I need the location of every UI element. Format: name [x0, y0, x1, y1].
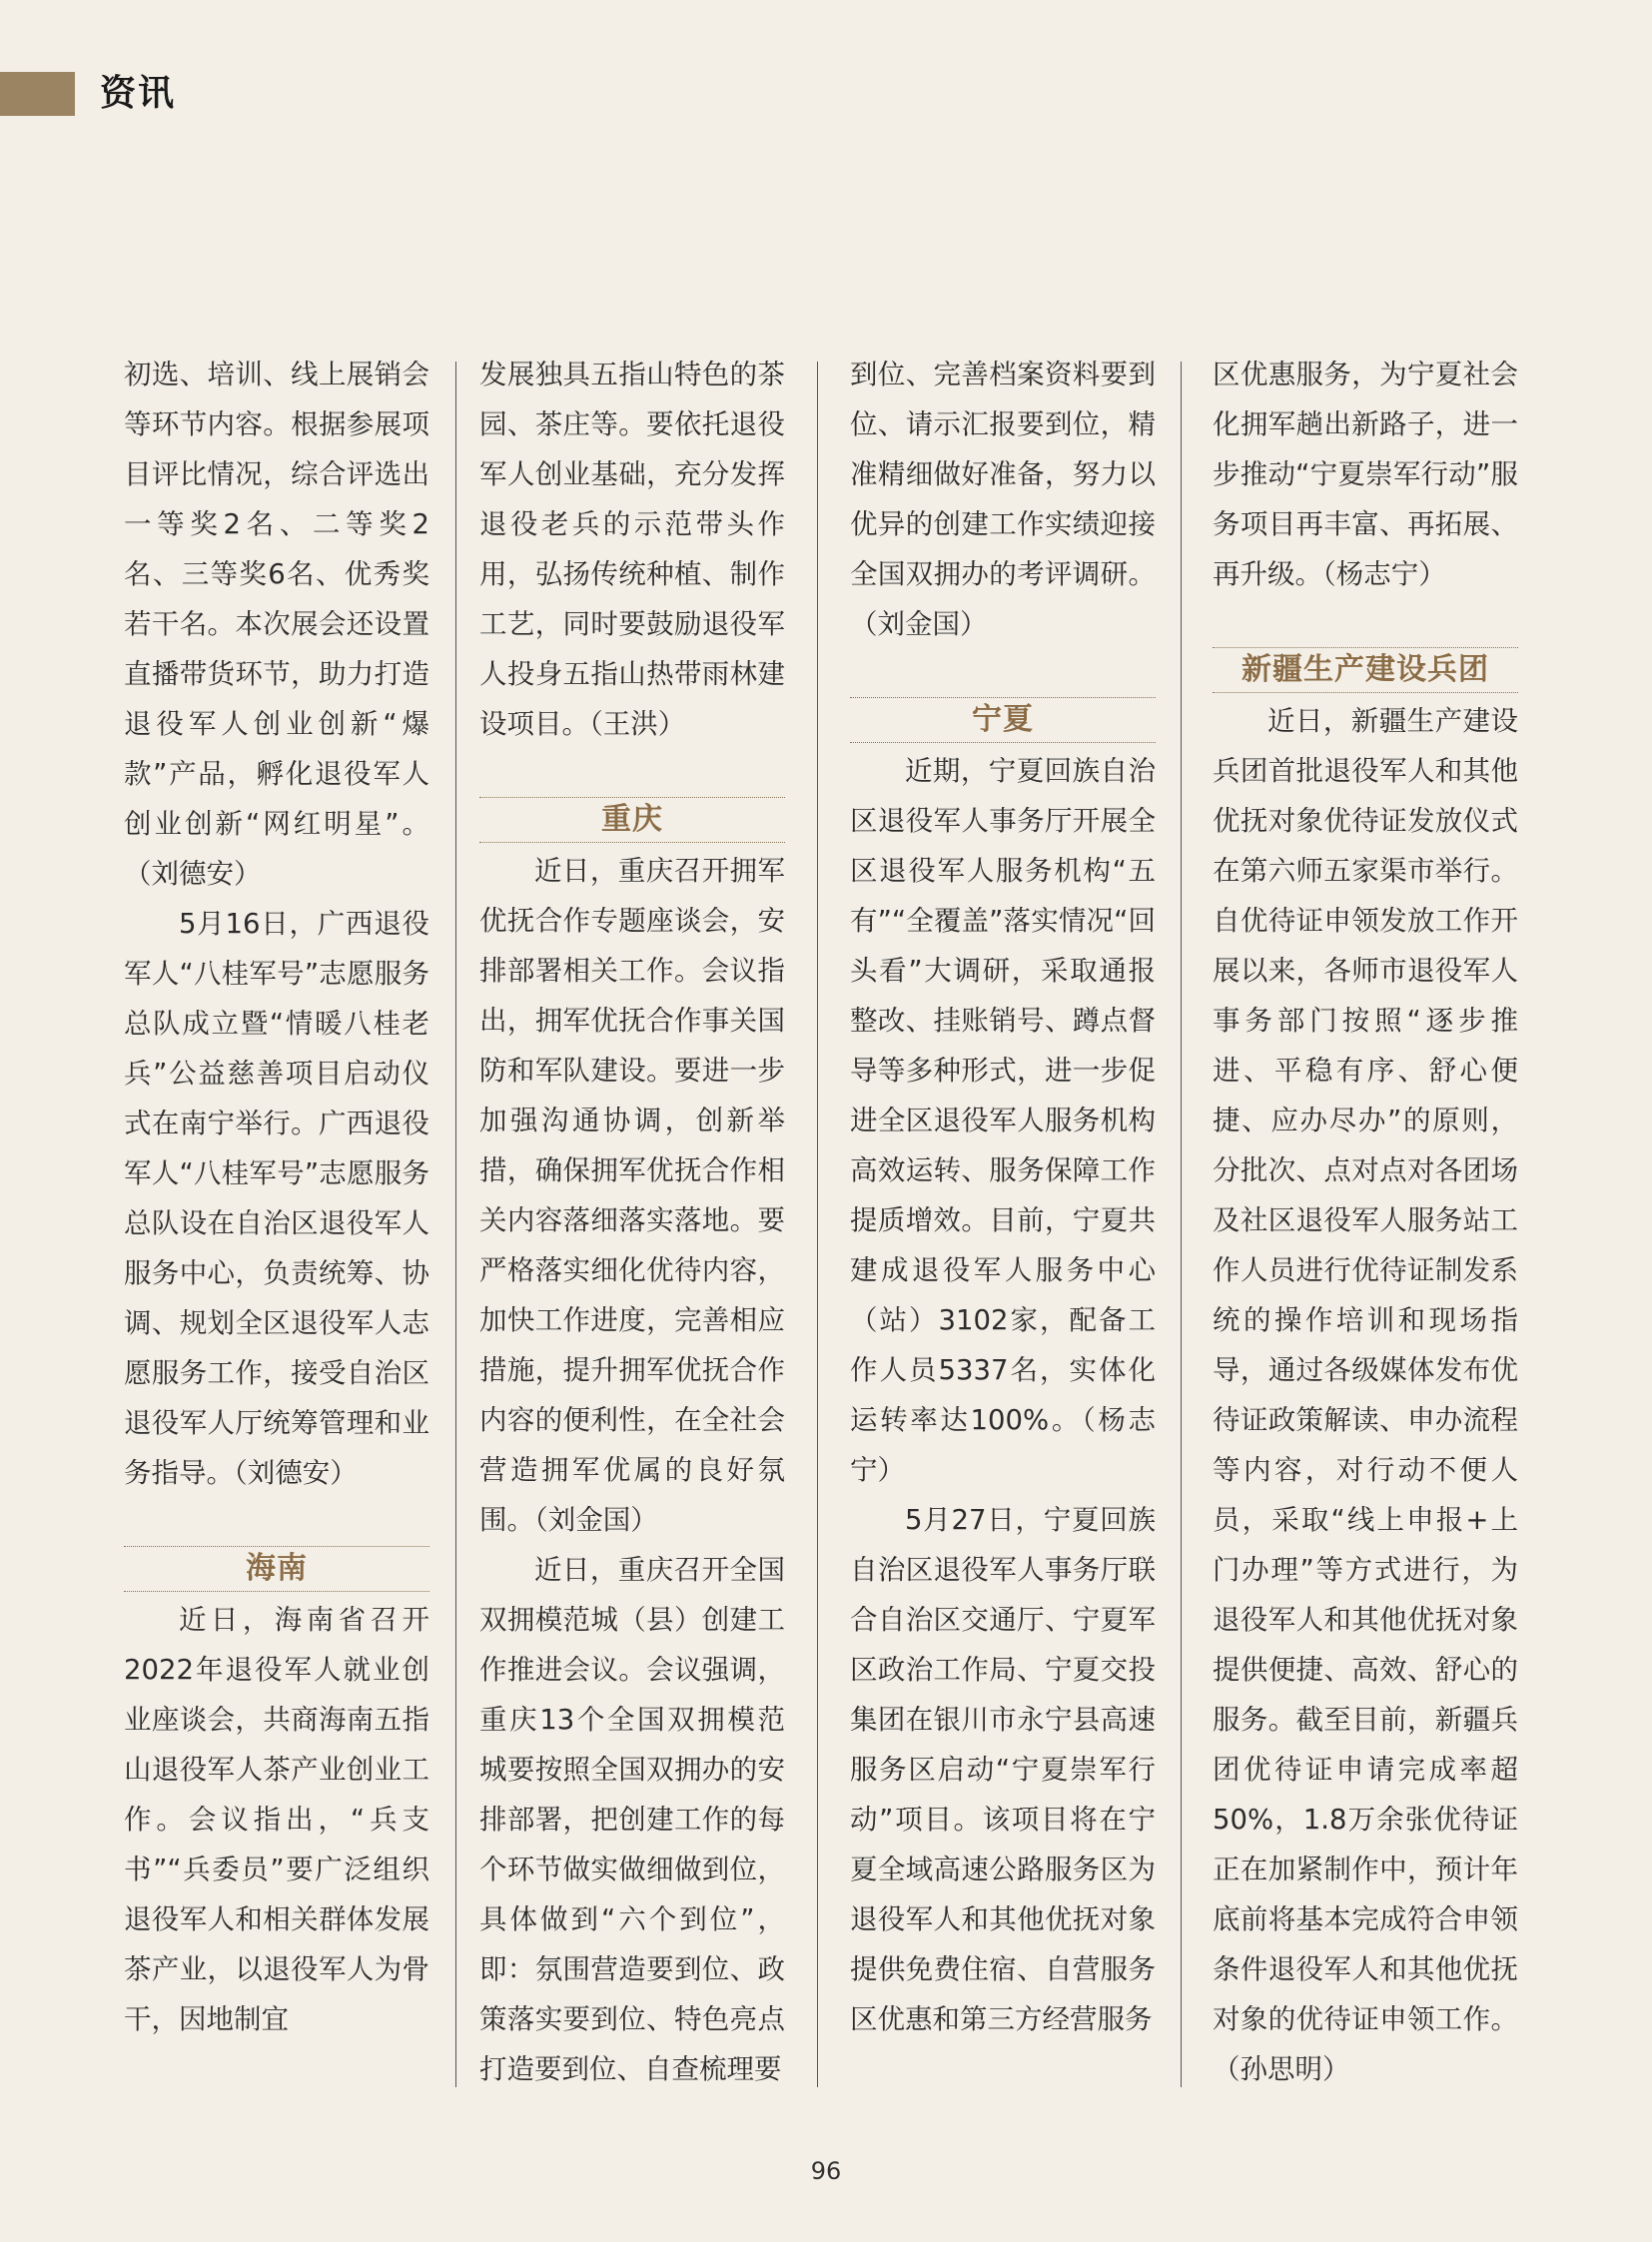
article-column-1	[124, 350, 429, 2044]
article-column-4	[1213, 350, 1518, 2094]
paragraph: 初选、培训、线上展销会等环节内容。根据参展项目评比情况，综合评选出一等奖2名、二等奖2名、三等奖6名、优秀奖若干名。本次展会还设置直播带货环节，助力打造退役军人创业创新“爆款”产品，孵化退役军人创业创新“网红明星”。（刘德安）	[124, 359, 429, 890]
paragraph: 近期，宁夏回族自治区退役军人事务厅开展全区退役军人服务机构“五有”“全覆盖”落实情况“回头看”大调研，采取通报整改、挂账销号、蹲点督导等多种形式，进一步促进全区退役军人服务机构高效运转、服务保障工作提质增效。目前，宁夏共建成退役军人服务中心（站）3102家，配备工作人员5337名，实体化运转率达100%。（杨志宁）	[850, 755, 1156, 1486]
paragraph: 近日，重庆召开拥军优抚合作专题座谈会，安排部署相关工作。会议指出，拥军优抚合作事关国防和军队建设。要进一步加强沟通协调，创新举措，确保拥军优抚合作相关内容落细落实落地。要严格落实细化优待内容，加快工作进度，完善相应措施，提升拥军优抚合作内容的便利性，在全社会营造拥军优属的良好氛围。（刘金国）	[479, 855, 785, 1536]
paragraph: 5月16日，广西退役军人“八桂军号”志愿服务总队成立暨“情暖八桂老兵”公益慈善项目启动仪式在南宁举行。广西退役军人“八桂军号”志愿服务总队设在自治区退役军人服务中心，负责统筹、协调、规划全区退役军人志愿服务工作，接受自治区退役军人厅统筹管理和业务指导。（刘德安）	[124, 908, 429, 1489]
paragraph: 近日，重庆召开全国双拥模范城（县）创建工作推进会议。会议强调，重庆13个全国双拥模范城要按照全国双拥办的安排部署，把创建工作的每个环节做实做细做到位，具体做到“六个到位”，即：氛围营造要到位、政策落实要到位、特色亮点打造要到位、自查梳理要	[479, 1554, 785, 2085]
column-divider	[1181, 362, 1182, 2087]
section-title: 资讯	[100, 73, 177, 114]
article-column-2	[479, 350, 785, 2094]
section-color-bar	[0, 72, 75, 116]
column-divider	[455, 362, 456, 2087]
region-heading-hainan: 海南	[124, 1546, 429, 1592]
region-heading-xinjiang-corps: 新疆生产建设兵团	[1213, 647, 1518, 693]
paragraph: 近日，海南省召开2022年退役军人就业创业座谈会，共商海南五指山退役军人茶产业创业工作。会议指出，“兵支书”“兵委员”要广泛组织退役军人和相关群体发展茶产业，以退役军人为骨干，因地制宜	[124, 1604, 429, 2035]
paragraph: 5月27日，宁夏回族自治区退役军人事务厅联合自治区交通厅、宁夏军区政治工作局、宁夏交投集团在银川市永宁县高速服务区启动“宁夏崇军行动”项目。该项目将在宁夏全域高速公路服务区为退役军人和其他优抚对象提供免费住宿、自营服务区优惠和第三方经营服务	[850, 1504, 1156, 2035]
article-column-3	[850, 350, 1156, 2044]
column-divider	[817, 362, 818, 2087]
paragraph: 到位、完善档案资料要到位、请示汇报要到位，精准精细做好准备，努力以优异的创建工作实绩迎接全国双拥办的考评调研。（刘金国）	[850, 359, 1156, 640]
paragraph: 近日，新疆生产建设兵团首批退役军人和其他优抚对象优待证发放仪式在第六师五家渠市举行。自优待证申领发放工作开展以来，各师市退役军人事务部门按照“逐步推进、平稳有序、舒心便捷、应办尽办”的原则，分批次、点对点对各团场及社区退役军人服务站工作人员进行优待证制发系统的操作培训和现场指导，通过各级媒体发布优待证政策解读、申办流程等内容，对行动不便人员，采取“线上申报+上门办理”等方式进行，为退役军人和其他优抚对象提供便捷、高效、舒心的服务。截至目前，新疆兵团优待证申请完成率超50%，1.8万余张优待证正在加紧制作中，预计年底前将基本完成符合申领条件退役军人和其他优抚对象的优待证申领工作。（孙思明）	[1213, 705, 1518, 2085]
region-heading-ningxia: 宁夏	[850, 697, 1156, 743]
page-number: 96	[810, 2157, 842, 2185]
region-heading-chongqing: 重庆	[479, 797, 785, 843]
paragraph: 发展独具五指山特色的茶园、茶庄等。要依托退役军人创业基础，充分发挥退役老兵的示范带头作用，弘扬传统种植、制作工艺，同时要鼓励退役军人投身五指山热带雨林建设项目。（王洪）	[479, 359, 785, 740]
paragraph: 区优惠服务，为宁夏社会化拥军趟出新路子，进一步推动“宁夏崇军行动”服务项目再丰富、再拓展、再升级。（杨志宁）	[1213, 359, 1518, 590]
